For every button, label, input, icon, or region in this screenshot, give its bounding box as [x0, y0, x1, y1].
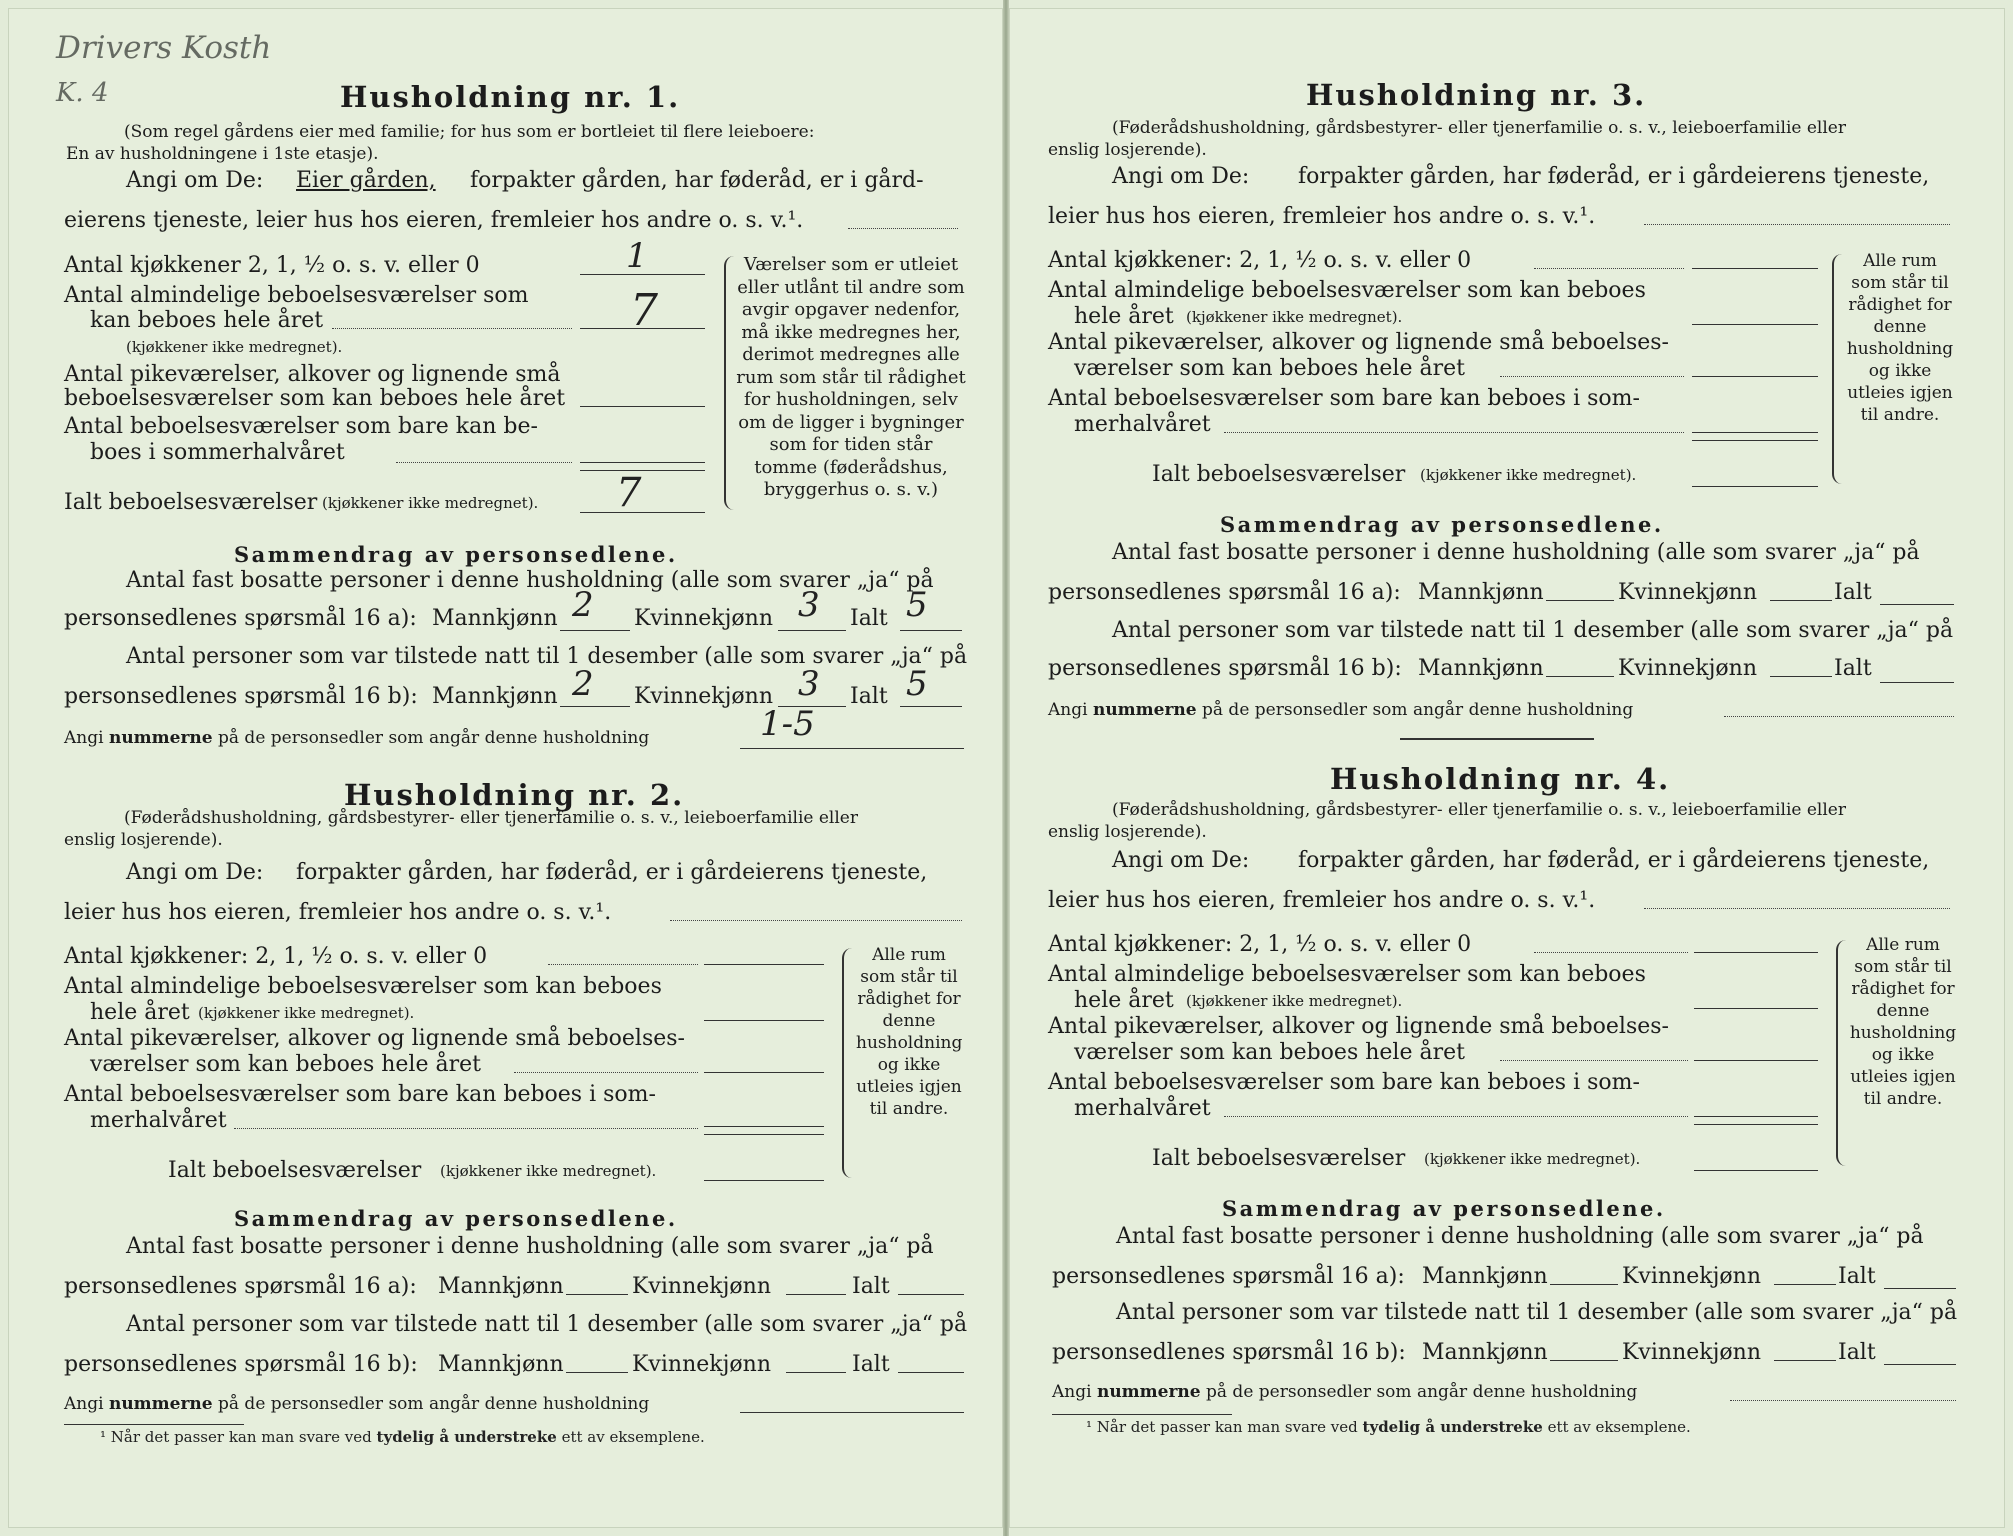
h3-16b-ialt-field[interactable]	[1880, 682, 1954, 683]
h4-rooms-label-2: hele året	[1074, 988, 1174, 1013]
h3-angi-options-2: leier hus hos eieren, fremleier hos andre o. s. v.¹.	[1048, 204, 1596, 229]
h4-brace	[1836, 940, 1846, 1166]
h3-pike-label: Antal pikeværelser, alkover og lignende små beboelses-	[1048, 330, 1669, 355]
h3-pike-field[interactable]	[1692, 376, 1818, 377]
h1-summary-line4: personsedlenes spørsmål 16 b):	[64, 684, 418, 709]
h4-summary-line3: Antal personer som var tilstede natt til 1 desember (alle som svarer „ja“ på	[1116, 1300, 1958, 1325]
h4-note-2: enslig losjerende).	[1048, 822, 1207, 842]
h4-rooms-field[interactable]	[1694, 1008, 1818, 1009]
h4-total-label: Ialt beboelsesværelser	[1152, 1146, 1406, 1171]
h2-pike-field[interactable]	[704, 1072, 824, 1073]
h2-16a-ialt-label: Ialt	[852, 1274, 890, 1299]
h1-angi-options: forpakter gården, har føderåd, er i gård-	[470, 168, 924, 193]
h1-angi-label: Angi om De:	[126, 168, 264, 193]
h2-brace	[842, 948, 852, 1178]
h3-pike-label-2: værelser som kan beboes hele året	[1074, 356, 1465, 381]
h2-16a-ialt-field[interactable]	[898, 1294, 964, 1295]
h1-total-value: 7	[616, 470, 642, 516]
h3-16a-ialt-label: Ialt	[1834, 580, 1872, 605]
h3-angi-label: Angi om De:	[1112, 164, 1250, 189]
h4-angi-label: Angi om De:	[1112, 848, 1250, 873]
h2-angi-label: Angi om De:	[126, 860, 264, 885]
h1-16a-m-label: Mannkjønn	[432, 606, 558, 631]
h1-pike-label-2: beboelsesværelser som kan beboes hele året	[64, 386, 566, 411]
h3-nummer-field[interactable]	[1724, 716, 1954, 717]
h3-16a-ialt-field[interactable]	[1880, 604, 1954, 605]
h2-16a-k-field[interactable]	[786, 1294, 846, 1295]
h1-16a-ialt-label: Ialt	[850, 606, 888, 631]
h1-rooms-label-2: kan beboes hele året	[90, 308, 324, 333]
h4-16b-m-label: Mannkjønn	[1422, 1340, 1548, 1365]
h4-side-note: Alle rum som står til rådighet for denne husholdning og ikke utleies igjen til andre.	[1849, 935, 1957, 1109]
h3-16a-k-field[interactable]	[1770, 600, 1832, 601]
h2-16a-m-field[interactable]	[566, 1294, 628, 1295]
h4-pike-label-2: værelser som kan beboes hele året	[1074, 1040, 1465, 1065]
h1-summary-line2: personsedlenes spørsmål 16 a):	[64, 606, 417, 631]
h2-note-2: enslig losjerende).	[64, 830, 223, 850]
h1-angi-nummer: Angi nummerne på de personsedler som angår denne husholdning	[64, 728, 650, 748]
h1-16b-k-label: Kvinnekjønn	[634, 684, 773, 709]
h1-16b-m-value: 2	[572, 664, 594, 704]
h1-title: Husholdning nr. 1.	[340, 80, 681, 114]
h1-16a-k-value: 3	[798, 585, 820, 625]
h2-16b-k-field[interactable]	[786, 1372, 846, 1373]
h4-note: (Føderådshusholdning, gårdsbestyrer- eller tjenerfamilie o. s. v., leieboerfamilie eller	[1112, 800, 1846, 820]
h3-summer-label-2: merhalvåret	[1074, 412, 1211, 437]
h1-pike-label: Antal pikeværelser, alkover og lignende små	[64, 362, 561, 387]
h4-pike-field[interactable]	[1694, 1060, 1818, 1061]
h3-summary-line2: personsedlenes spørsmål 16 a):	[1048, 580, 1401, 605]
h4-total-field[interactable]	[1694, 1170, 1818, 1171]
h2-kitchens-label: Antal kjøkkener: 2, 1, ½ o. s. v. eller 0	[64, 944, 488, 969]
h3-side-note: Alle rum som står til rådighet for denne husholdning og ikke utleies igjen til andre.	[1846, 251, 1954, 425]
h3-16b-k-label: Kvinnekjønn	[1618, 656, 1757, 681]
h4-pike-label: Antal pikeværelser, alkover og lignende små beboelses-	[1048, 1014, 1669, 1039]
h1-kitchens-label: Antal kjøkkener 2, 1, ½ o. s. v. eller 0	[64, 253, 480, 278]
h2-16b-k-label: Kvinnekjønn	[632, 1352, 771, 1377]
h4-summer-field[interactable]	[1694, 1116, 1818, 1117]
h1-16b-ialt-field[interactable]	[900, 706, 962, 707]
h4-16b-ialt-field[interactable]	[1884, 1364, 1956, 1365]
h2-rooms-label-2: hele året	[90, 1000, 190, 1025]
h3-rooms-label: Antal almindelige beboelsesværelser som kan beboes	[1048, 278, 1646, 303]
h2-nummer-field[interactable]	[740, 1412, 964, 1413]
h1-16b-ialt-value: 5	[906, 664, 928, 704]
h3-summer-field[interactable]	[1692, 432, 1818, 433]
h2-16b-ialt-field[interactable]	[898, 1372, 964, 1373]
h3-16b-m-field[interactable]	[1546, 676, 1614, 677]
h2-summary-line4: personsedlenes spørsmål 16 b):	[64, 1352, 418, 1377]
left-page	[8, 8, 1003, 1528]
h2-rooms-field[interactable]	[704, 1020, 824, 1021]
h3-total-field[interactable]	[1692, 486, 1818, 487]
h3-summary-line4: personsedlenes spørsmål 16 b):	[1048, 656, 1402, 681]
h2-16b-ialt-label: Ialt	[852, 1352, 890, 1377]
h2-kitchens-field[interactable]	[704, 964, 824, 965]
h2-rooms-label: Antal almindelige beboelsesværelser som kan beboes	[64, 974, 662, 999]
h2-note: (Føderådshusholdning, gårdsbestyrer- eller tjenerfamilie o. s. v., leieboerfamilie eller	[124, 808, 858, 828]
h1-rooms-label: Antal almindelige beboelsesværelser som	[64, 283, 529, 308]
h1-total-note: (kjøkkener ikke medregnet).	[322, 494, 539, 512]
h3-rooms-note: (kjøkkener ikke medregnet).	[1186, 308, 1403, 326]
h1-16a-k-field[interactable]	[778, 630, 846, 631]
h1-rooms-note: (kjøkkener ikke medregnet).	[126, 338, 343, 356]
h1-summer-label: Antal beboelsesværelser som bare kan be-	[64, 414, 538, 439]
h2-summer-label: Antal beboelsesværelser som bare kan beboes i som-	[64, 1082, 656, 1107]
h2-pike-label: Antal pikeværelser, alkover og lignende små beboelses-	[64, 1026, 685, 1051]
h2-total-label: Ialt beboelsesværelser	[168, 1158, 422, 1183]
h2-angi-nummer: Angi nummerne på de personsedler som angår denne husholdning	[64, 1394, 650, 1414]
h2-16a-k-label: Kvinnekjønn	[632, 1274, 771, 1299]
h4-summary-line4: personsedlenes spørsmål 16 b):	[1052, 1340, 1406, 1365]
h1-summary-line1: Antal fast bosatte personer i denne husholdning (alle som svarer „ja“ på	[126, 568, 934, 593]
h4-16b-k-field[interactable]	[1774, 1360, 1836, 1361]
h1-angi-options-2: eierens tjeneste, leier hus hos eieren, fremleier hos andre o. s. v.¹.	[64, 208, 804, 233]
h3-16b-k-field[interactable]	[1770, 676, 1832, 677]
h4-16a-m-field[interactable]	[1550, 1284, 1618, 1285]
h1-brace	[724, 256, 734, 510]
h1-summary-title: Sammendrag av personsedlene.	[234, 542, 678, 567]
corner-handwriting: Drivers Kosth	[56, 30, 272, 66]
h1-nummer-value: 1-5	[760, 704, 815, 744]
h4-16b-m-field[interactable]	[1550, 1360, 1618, 1361]
h4-summer-label-2: merhalvåret	[1074, 1096, 1211, 1121]
h4-kitchens-field[interactable]	[1694, 952, 1818, 953]
h2-angi-options-2: leier hus hos eieren, fremleier hos andre o. s. v.¹.	[64, 900, 612, 925]
h2-rooms-note: (kjøkkener ikke medregnet).	[198, 1004, 415, 1022]
h3-angi-options: forpakter gården, har føderåd, er i gårdeierens tjeneste,	[1298, 164, 1930, 189]
h3-16a-m-field[interactable]	[1546, 600, 1614, 601]
corner-handwriting-2: K. 4	[56, 78, 109, 108]
h2-total-field[interactable]	[704, 1180, 824, 1181]
h1-note-2: En av husholdningene i 1ste etasje).	[66, 144, 379, 164]
h3-note-2: enslig losjerende).	[1048, 140, 1207, 160]
page-fold	[1003, 0, 1009, 1536]
h2-side-note: Alle rum som står til rådighet for denne husholdning og ikke utleies igjen til andre.	[856, 945, 963, 1119]
h1-summary-line3: Antal personer som var tilstede natt til 1 desember (alle som svarer „ja“ på	[126, 644, 968, 669]
h3-note: (Føderådshusholdning, gårdsbestyrer- eller tjenerfamilie o. s. v., leieboerfamilie eller	[1112, 118, 1846, 138]
h4-rooms-label: Antal almindelige beboelsesværelser som kan beboes	[1048, 962, 1646, 987]
h3-brace	[1832, 254, 1842, 484]
h1-16b-m-label: Mannkjønn	[432, 684, 558, 709]
h2-summary-line1: Antal fast bosatte personer i denne husholdning (alle som svarer „ja“ på	[126, 1234, 934, 1259]
h4-16a-k-label: Kvinnekjønn	[1622, 1264, 1761, 1289]
h4-rooms-note: (kjøkkener ikke medregnet).	[1186, 992, 1403, 1010]
h1-angi-eier-underlined: Eier gården,	[296, 168, 436, 193]
h2-summer-field[interactable]	[704, 1126, 824, 1127]
h4-angi-options: forpakter gården, har føderåd, er i gårdeierens tjeneste,	[1298, 848, 1930, 873]
h4-angi-nummer: Angi nummerne på de personsedler som angår denne husholdning	[1052, 1382, 1638, 1402]
h3-summer-label: Antal beboelsesværelser som bare kan beboes i som-	[1048, 386, 1640, 411]
h1-note: (Som regel gårdens eier med familie; for hus som er bortleiet til flere leieboere:	[124, 122, 815, 142]
h1-summer-label-2: boes i sommerhalvåret	[90, 440, 345, 465]
h3-16a-k-label: Kvinnekjønn	[1618, 580, 1757, 605]
h4-16b-ialt-label: Ialt	[1838, 1340, 1876, 1365]
h3-title: Husholdning nr. 3.	[1306, 78, 1647, 112]
h4-16a-ialt-field[interactable]	[1884, 1288, 1956, 1289]
h1-16a-m-value: 2	[572, 585, 594, 625]
h2-total-note: (kjøkkener ikke medregnet).	[440, 1162, 657, 1180]
h1-total-field[interactable]	[580, 512, 705, 513]
h1-kitchens-value: 1	[626, 236, 648, 276]
h4-16a-k-field[interactable]	[1774, 1284, 1836, 1285]
h3-total-label: Ialt beboelsesværelser	[1152, 462, 1406, 487]
h1-16b-k-value: 3	[798, 664, 820, 704]
h4-16a-m-label: Mannkjønn	[1422, 1264, 1548, 1289]
h1-side-note: Værelser som er utleiet eller utlånt til andre som avgir opgaver nedenfor, må ikke medregnes her, derimot medregnes alle rum som står til rådighet for husholdningen, selv om de ligger i bygninger som for tiden står tomme (føderådshus, bryggerhus o. s. v.)	[736, 254, 966, 500]
h3-summary-line3: Antal personer som var tilstede natt til 1 desember (alle som svarer „ja“ på	[1112, 618, 1954, 643]
h1-16a-ialt-value: 5	[906, 585, 928, 625]
h2-angi-options: forpakter gården, har føderåd, er i gårdeierens tjeneste,	[296, 860, 928, 885]
h3-rooms-label-2: hele året	[1074, 304, 1174, 329]
h1-total-label: Ialt beboelsesværelser	[64, 490, 318, 515]
h4-angi-options-2: leier hus hos eieren, fremleier hos andre o. s. v.¹.	[1048, 888, 1596, 913]
h2-summer-label-2: merhalvåret	[90, 1108, 227, 1133]
h3-divider	[1400, 738, 1594, 740]
h4-title: Husholdning nr. 4.	[1330, 762, 1671, 796]
h1-nummer-field[interactable]	[740, 748, 964, 749]
h4-16a-ialt-label: Ialt	[1838, 1264, 1876, 1289]
h2-pike-label-2: værelser som kan beboes hele året	[90, 1052, 481, 1077]
h4-summer-label: Antal beboelsesværelser som bare kan beboes i som-	[1048, 1070, 1640, 1095]
h3-kitchens-field[interactable]	[1692, 268, 1818, 269]
h2-16a-m-label: Mannkjønn	[438, 1274, 564, 1299]
right-footnote: ¹ Når det passer kan man svare ved tydelig å understreke ett av eksemplene.	[1086, 1418, 1691, 1436]
h3-rooms-field[interactable]	[1692, 324, 1818, 325]
h2-summary-line2: personsedlenes spørsmål 16 a):	[64, 1274, 417, 1299]
h4-nummer-field[interactable]	[1730, 1400, 1956, 1401]
h3-summary-title: Sammendrag av personsedlene.	[1220, 512, 1664, 537]
h2-title: Husholdning nr. 2.	[344, 778, 685, 812]
h4-kitchens-label: Antal kjøkkener: 2, 1, ½ o. s. v. eller 0	[1048, 932, 1472, 957]
h1-summer-field[interactable]	[580, 462, 705, 463]
h4-summary-line2: personsedlenes spørsmål 16 a):	[1052, 1264, 1405, 1289]
left-footnote: ¹ Når det passer kan man svare ved tydelig å understreke ett av eksemplene.	[100, 1428, 705, 1446]
h1-16b-ialt-label: Ialt	[850, 684, 888, 709]
h4-summary-title: Sammendrag av personsedlene.	[1222, 1196, 1666, 1221]
h2-16b-m-label: Mannkjønn	[438, 1352, 564, 1377]
h4-total-note: (kjøkkener ikke medregnet).	[1424, 1150, 1641, 1168]
h3-summary-line1: Antal fast bosatte personer i denne husholdning (alle som svarer „ja“ på	[1112, 540, 1920, 565]
h3-16b-m-label: Mannkjønn	[1418, 656, 1544, 681]
h2-16b-m-field[interactable]	[566, 1372, 628, 1373]
h3-kitchens-label: Antal kjøkkener: 2, 1, ½ o. s. v. eller 0	[1048, 248, 1472, 273]
h3-total-note: (kjøkkener ikke medregnet).	[1420, 466, 1637, 484]
h1-16a-ialt-field[interactable]	[900, 630, 962, 631]
h3-16b-ialt-label: Ialt	[1834, 656, 1872, 681]
h2-summary-title: Sammendrag av personsedlene.	[234, 1206, 678, 1231]
h3-angi-nummer: Angi nummerne på de personsedler som angår denne husholdning	[1048, 700, 1634, 720]
h4-16b-k-label: Kvinnekjønn	[1622, 1340, 1761, 1365]
h2-summary-line3: Antal personer som var tilstede natt til 1 desember (alle som svarer „ja“ på	[126, 1312, 968, 1337]
h4-summary-line1: Antal fast bosatte personer i denne husholdning (alle som svarer „ja“ på	[1116, 1224, 1924, 1249]
h1-16a-k-label: Kvinnekjønn	[634, 606, 773, 631]
h3-16a-m-label: Mannkjønn	[1418, 580, 1544, 605]
h1-rooms-value: 7	[630, 285, 658, 336]
h1-16b-m-field[interactable]	[560, 706, 630, 707]
h1-pike-field[interactable]	[580, 406, 705, 407]
h1-16a-m-field[interactable]	[560, 630, 630, 631]
